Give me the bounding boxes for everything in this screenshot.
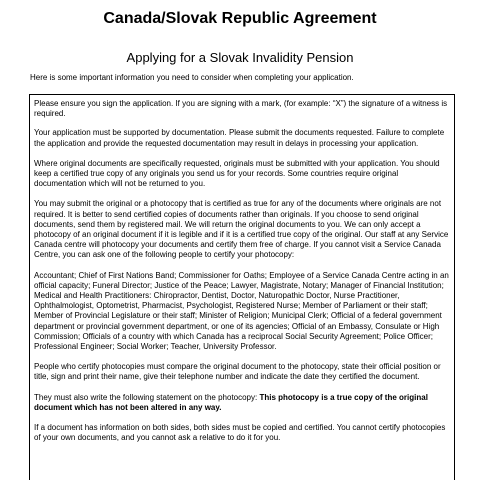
- certification-steps-paragraph: People who certify photocopies must compare the original document to the photocopy, state their official position or title, sign and print their name, give their telephone number and indicate the date they certified the document.: [34, 362, 441, 382]
- statement-lead: They must also write the following statement on the photocopy:: [34, 392, 260, 402]
- signature-paragraph: Please ensure you sign the application. If you are signing with a mark, (for example: “X”) the signature of a witness is required.: [34, 99, 448, 119]
- information-box: [29, 94, 455, 480]
- originals-paragraph: Where original documents are specifically requested, originals must be submitted with your application. You should keep a certified true copy of any originals you send us for your records. Some countries require original documentation which will not be returned to you.: [34, 158, 440, 189]
- statement-paragraph: [34, 393, 450, 413]
- intro-text: Here is some important information you need to consider when completing your application.: [30, 73, 354, 82]
- statement-bold: This photocopy is a true copy of the original document which has not been altered in any way.: [34, 392, 428, 412]
- certified-copy-paragraph: You may submit the original or a photocopy that is certified as true for any of the documents where originals are not required. It is better to send certified copies of documents rather than originals. If you choose to send original documents, send them by registered mail. We will return the original documents to you. We can only accept a photocopy of an original document if it is legible and if it is a certified true copy of the original. Our staff at any Service Canada centre will photocopy your documents and certify them free of charge. If you cannot visit a Service Canada Centre, you can ask one of the following people to certify your photocopy:: [34, 199, 449, 260]
- document-subtitle: Applying for a Slovak Invalidity Pension: [126, 50, 354, 65]
- document-title: Canada/Slovak Republic Agreement: [103, 10, 377, 27]
- certifiers-list-paragraph: Accountant; Chief of First Nations Band; Commissioner for Oaths; Employee of a Service Canada Centre acting in an official capacity; Funeral Director; Justice of the Peace; Lawyer, Magistrate, Notary; Manager of Financial Institution; Medical and Health Practitioners: Chiropractor, Dentist, Doctor, Naturopathic Doctor, Nurse Practitioner, Ophthalmologist, Optometrist, Pharmacist, Psychologist, Registered Nurse; Member of Parliament or their staff; Member of Provincial Legislature or their staff; Minister of Religion; Municipal Clerk; Official of a federal government department or provincial government department, or one of its agencies; Official of an Embassy, Consulate or High Commission; Officials of a country with which Canada has a reciprocal Social Security Agreement; Police Officer; Professional Engineer; Social Worker; Teacher, University Professor.: [34, 270, 449, 352]
- both-sides-paragraph: If a document has information on both sides, both sides must be copied and certified. You cannot certify photocopies of your own documents, and you cannot ask a relative to do it for you.: [34, 423, 446, 443]
- documentation-paragraph: Your application must be supported by documentation. Please submit the documents requested. Failure to complete the application and provide the requested documentation may result in delays in processing your application.: [34, 128, 445, 148]
